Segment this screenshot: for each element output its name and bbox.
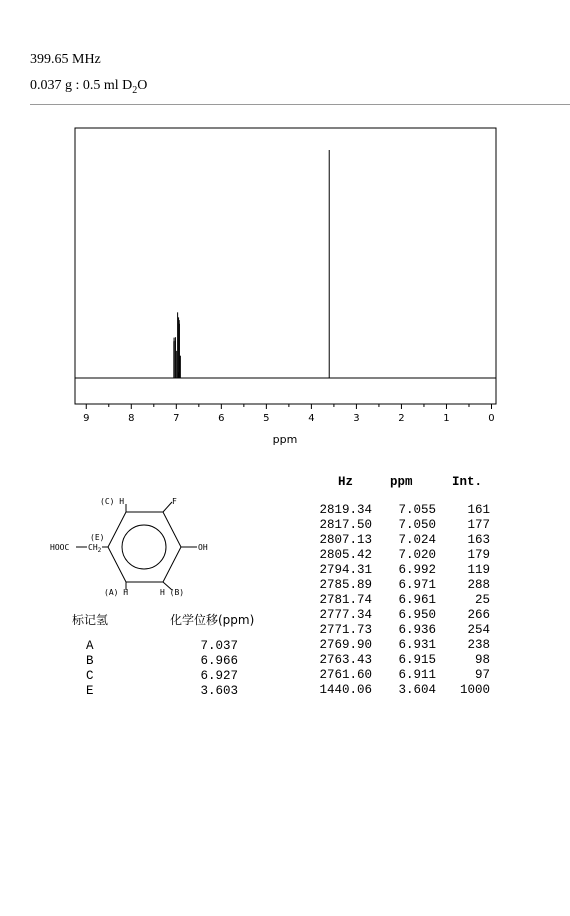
- peak-int: 97: [474, 668, 490, 682]
- x-tick-label: 1: [443, 413, 450, 424]
- spectrometer-frequency: 399.65 MHz: [30, 52, 101, 67]
- shift-value: 3.603: [200, 684, 238, 698]
- shift-value: 7.037: [200, 639, 238, 653]
- peak-ppm: 6.936: [398, 623, 436, 637]
- struct-label-oh: OH: [198, 543, 208, 552]
- peak-table-row: [300, 518, 500, 533]
- peak-ppm: 7.024: [398, 533, 436, 547]
- struct-label-hooc: HOOC: [50, 543, 70, 552]
- peak-table-row: [300, 623, 500, 638]
- peak-ppm: 6.915: [398, 653, 436, 667]
- peak-ppm: 3.604: [398, 683, 436, 697]
- x-tick-label: 4: [308, 413, 315, 424]
- peak-ppm: 6.961: [398, 593, 436, 607]
- benzene-ring: [108, 512, 181, 582]
- peak-ppm: 6.971: [398, 578, 436, 592]
- peak-table-row: [300, 503, 500, 518]
- peak-int: 25: [474, 593, 490, 607]
- peak-ppm: 7.020: [398, 548, 436, 562]
- peak-int: 179: [467, 548, 490, 562]
- shift-table-row: [50, 639, 290, 654]
- peak-int: 288: [467, 578, 490, 592]
- shift-value: 6.927: [200, 669, 238, 683]
- peak-hz: 2817.50: [319, 518, 372, 532]
- peak-hz: 2763.43: [319, 653, 372, 667]
- peak-int: 163: [467, 533, 490, 547]
- peak-hz: 1440.06: [319, 683, 372, 697]
- x-tick-label: 8: [128, 413, 135, 424]
- peak-int: 119: [467, 563, 490, 577]
- struct-label-a: (A) H: [104, 588, 129, 597]
- peak-hz: 2777.34: [319, 608, 372, 622]
- peak-hz: 2819.34: [319, 503, 372, 517]
- peak-table-header-hz: Hz: [338, 475, 354, 489]
- peak-int: 161: [467, 503, 490, 517]
- struct-label-e: (E): [90, 533, 105, 542]
- peak-ppm: 6.911: [398, 668, 436, 682]
- peak-hz: 2794.31: [319, 563, 372, 577]
- peak-table-header-ppm: ppm: [390, 475, 413, 489]
- peak-ppm: 6.992: [398, 563, 436, 577]
- peak-ppm: 7.055: [398, 503, 436, 517]
- shift-value: 6.966: [200, 654, 238, 668]
- peak-int: 238: [467, 638, 490, 652]
- peak-hz: 2807.13: [319, 533, 372, 547]
- aromatic-circle: [122, 525, 166, 569]
- peak-ppm: 7.050: [398, 518, 436, 532]
- peak-hz: 2771.73: [319, 623, 372, 637]
- peak-table-row: [300, 578, 500, 593]
- struct-label-f: F: [172, 497, 177, 506]
- peak-table-row: [300, 593, 500, 608]
- peak-table-row: [300, 563, 500, 578]
- x-tick-label: 6: [218, 413, 225, 424]
- struct-label-c: (C) H: [100, 497, 125, 506]
- shift-label: A: [86, 639, 94, 653]
- peak-int: 177: [467, 518, 490, 532]
- shift-table-header-label: 标记氢: [72, 613, 109, 627]
- struct-label-ch2: $CH_2$: [88, 543, 102, 554]
- peak-int: 266: [467, 608, 490, 622]
- shift-label: B: [86, 654, 94, 668]
- peak-hz: 2805.42: [319, 548, 372, 562]
- peak-hz: 2781.74: [319, 593, 372, 607]
- shift-table-header-shift: 化学位移(ppm): [170, 613, 255, 627]
- shift-label: C: [86, 669, 94, 683]
- peak-int: 254: [467, 623, 490, 637]
- peak-table-row: [300, 638, 500, 653]
- x-tick-label: 5: [263, 413, 270, 424]
- peak-hz: 2761.60: [319, 668, 372, 682]
- molecule-structure: [0, 0, 300, 600]
- x-tick-label: 7: [173, 413, 180, 424]
- peak-table-row: [300, 683, 500, 698]
- conc-suffix: O: [137, 78, 148, 93]
- struct-label-b: H (B): [160, 588, 185, 597]
- peak-int: 98: [474, 653, 490, 667]
- conc-subscript: 2: [132, 84, 138, 96]
- shift-table-row: [50, 684, 290, 699]
- peak-table-row: [300, 653, 500, 668]
- x-tick-label: 2: [398, 413, 405, 424]
- x-tick-label: 3: [353, 413, 360, 424]
- peak-ppm: 6.950: [398, 608, 436, 622]
- peak-hz: 2769.90: [319, 638, 372, 652]
- peak-table-header-int: Int.: [452, 475, 483, 489]
- peak-table-row: [300, 608, 500, 623]
- peak-hz: 2785.89: [319, 578, 372, 592]
- shift-label: E: [86, 684, 94, 698]
- conc-prefix: 0.037 g : 0.5 ml D: [30, 78, 133, 93]
- shift-table-row: [50, 654, 290, 669]
- x-tick-label: 0: [488, 413, 495, 424]
- shift-table-row: [50, 669, 290, 684]
- peak-int: 1000: [459, 683, 490, 697]
- x-axis-label: ppm: [272, 433, 298, 446]
- x-tick-label: 9: [83, 413, 90, 424]
- peak-table-row: [300, 548, 500, 563]
- peak-ppm: 6.931: [398, 638, 436, 652]
- peak-table-row: [300, 668, 500, 683]
- peak-table-row: [300, 533, 500, 548]
- bond-f: [163, 502, 172, 512]
